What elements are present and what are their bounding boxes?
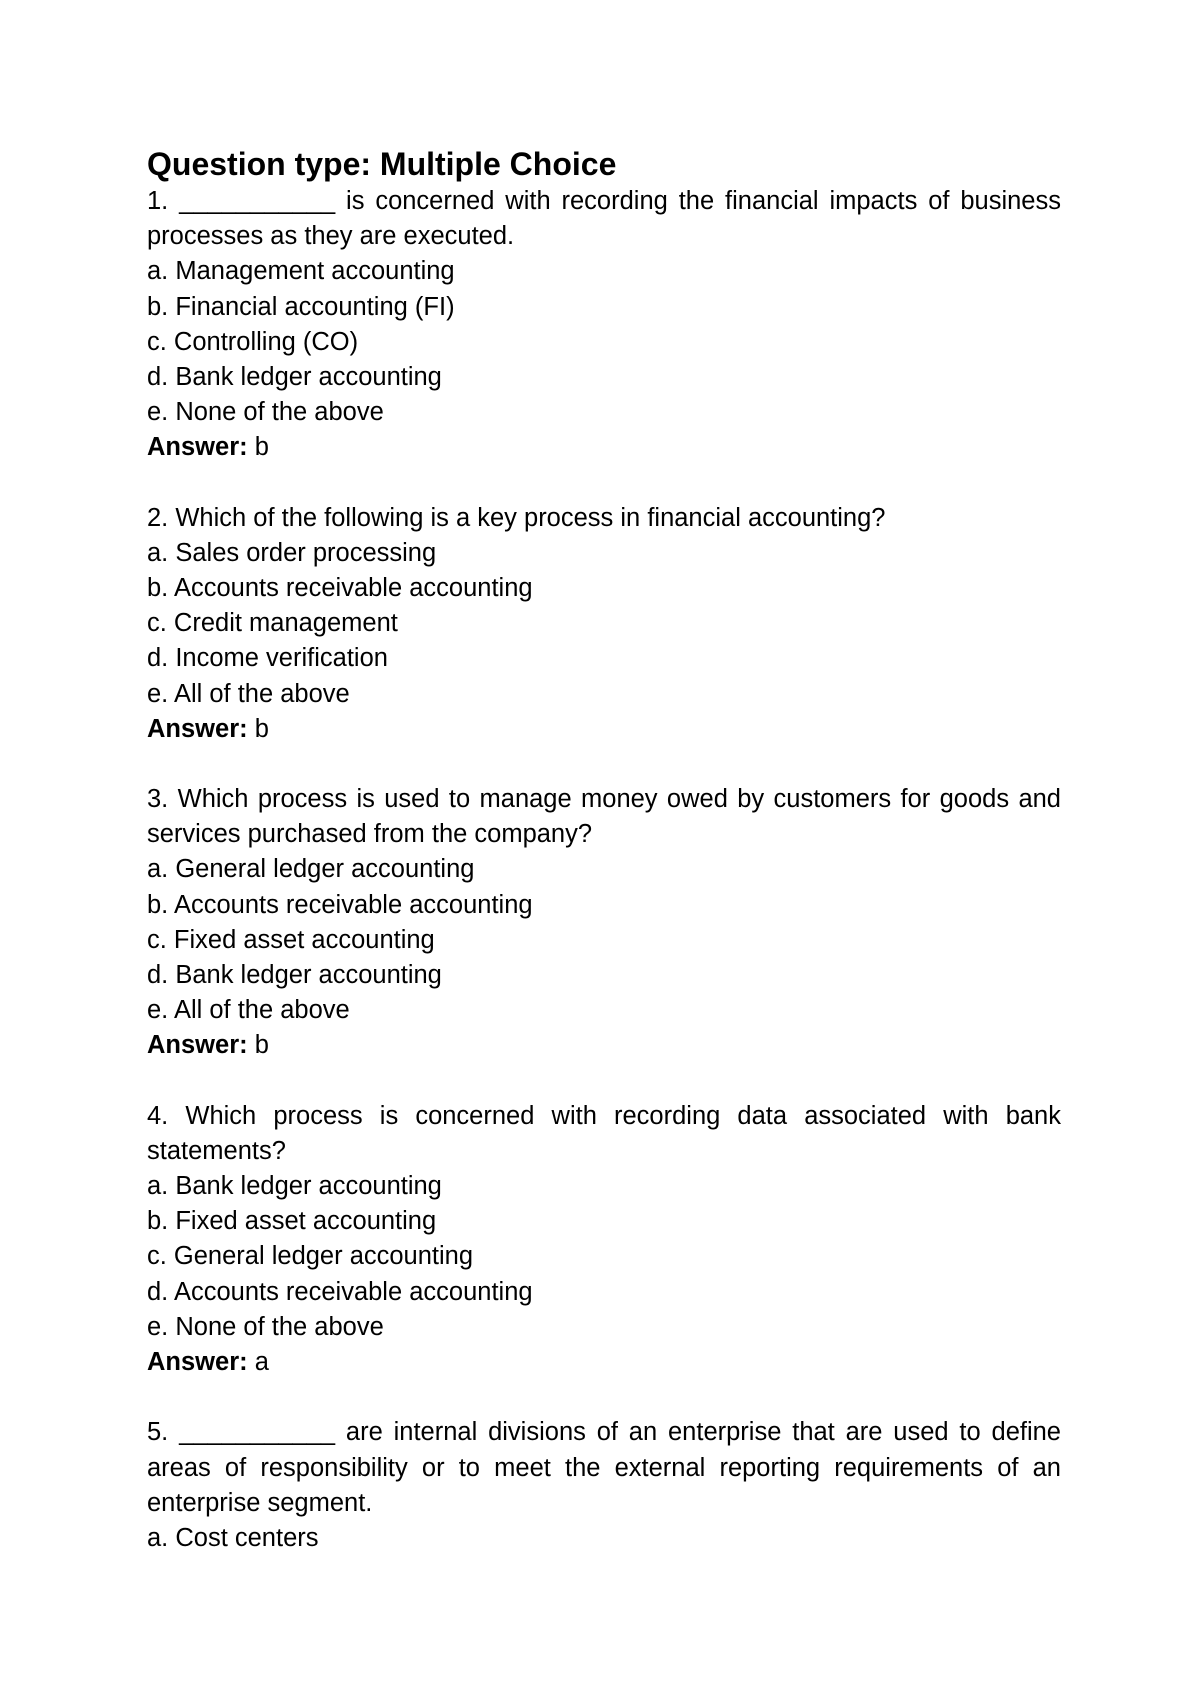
answer-option: c. General ledger accounting	[147, 1242, 474, 1271]
answer-option: a. Management accounting	[147, 257, 455, 286]
answer-label: Answer:	[147, 1348, 248, 1377]
page-title: Question type: Multiple Choice	[147, 146, 617, 182]
answer-option: a. General ledger accounting	[147, 855, 475, 884]
answer-option: b. Accounts receivable accounting	[147, 574, 533, 603]
answer-option: e. None of the above	[147, 1312, 384, 1341]
answer-option: e. All of the above	[147, 679, 350, 708]
answer-line	[147, 1028, 1061, 1063]
answer-option: b. Fixed asset accounting	[147, 1207, 437, 1236]
answer-option: c. Fixed asset accounting	[147, 925, 435, 954]
answer-option: a. Cost centers	[147, 1523, 319, 1552]
answer-label: Answer:	[147, 433, 248, 462]
question-stem: 1. ___________ is concerned with recording the financial impacts of business processes as they are executed.	[147, 187, 1061, 251]
question-stem: 2. Which of the following is a key process in financial accounting?	[147, 503, 886, 532]
answer-option: d. Bank ledger accounting	[147, 961, 442, 990]
question-2	[147, 501, 1061, 747]
answer-line	[147, 1345, 1061, 1380]
answer-option: e. None of the above	[147, 398, 384, 427]
answer-value: b	[254, 1031, 269, 1060]
answer-option: b. Accounts receivable accounting	[147, 890, 533, 919]
answer-option: a. Sales order processing	[147, 538, 437, 567]
question-stem: 5. ___________ are internal divisions of an enterprise that are used to define areas of responsibility or to meet the external reporting requirements of an enterprise segment.	[147, 1418, 1061, 1517]
answer-option: a. Bank ledger accounting	[147, 1172, 442, 1201]
answer-value: b	[254, 433, 269, 462]
answer-value: a	[254, 1348, 269, 1377]
answer-label: Answer:	[147, 1031, 248, 1060]
answer-option: c. Controlling (CO)	[147, 327, 359, 356]
answer-line	[147, 430, 1061, 465]
answer-line	[147, 712, 1061, 747]
question-stem: 3. Which process is used to manage money owed by customers for goods and services purchased from the company?	[147, 785, 1061, 849]
answer-label: Answer:	[147, 714, 248, 743]
question-5	[147, 1415, 1061, 1556]
answer-value: b	[254, 714, 269, 743]
answer-option: e. All of the above	[147, 996, 350, 1025]
answer-option: d. Income verification	[147, 644, 388, 673]
question-4	[147, 1099, 1061, 1381]
question-1	[147, 184, 1061, 466]
document-page	[147, 144, 1061, 1591]
answer-option: d. Bank ledger accounting	[147, 363, 442, 392]
answer-option: d. Accounts receivable accounting	[147, 1277, 533, 1306]
question-3	[147, 782, 1061, 1064]
question-stem: 4. Which process is concerned with recording data associated with bank statements?	[147, 1101, 1061, 1165]
answer-option: b. Financial accounting (FI)	[147, 292, 455, 321]
answer-option: c. Credit management	[147, 609, 398, 638]
